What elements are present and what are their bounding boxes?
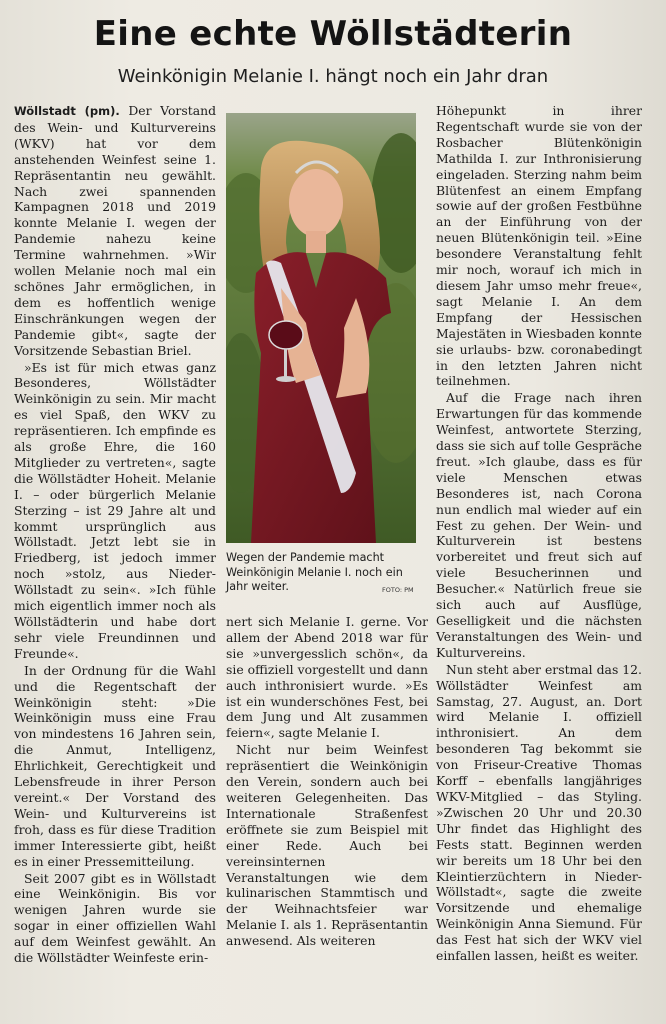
paragraph: Nun steht aber erstmal das 12. Wöllstädter Weinfest am Samstag, 27. August, an. Dort wird Melanie I. offiziell inthronisiert. An dem besonderen Tag bekommt sie von Friseur-Creative Thomas Korff – ebenfalls langjähriges WKV-Mitglied – das Styling. »Zwischen 20 Uhr und 20.30 Uhr findet das Highlight des Fests statt. Beginnen werden wir bereits um 18 Uhr bei den Kleintierzüchtern in Nieder-Wöllstadt«, sagte die zweite Vorsitzende und ehemalige Weinkönigin Anna Siemund. Für das Fest hat sich der WKV viel einfallen lassen, heißt es weiter.	[436, 661, 642, 964]
paragraph-text: Der Vorstand des Wein- und Kulturvereins (WKV) hat vor dem anstehenden Weinfest seine 1. Repräsentantin neu gewählt. Nach zwei spannenden Kampagnen 2018 und 2019 konnte Melanie I. wegen der Pandemie nahezu keine Termine wahrnehmen. »Wir wollen Melanie noch mal ein schönes Jahr ermöglichen, in dem es hoffentlich wenige Einschränkungen wegen der Pandemie gibt«, sagte der Vorsitzende Sebastian Briel.	[14, 103, 216, 358]
paragraph: nert sich Melanie I. gerne. Vor allem der Abend 2018 war für sie »unvergesslich schön«, da sie offiziell vorgestellt und dann auch inthronisiert wurde. »Es ist ein wunderschönes Fest, bei dem Jung und Alt zusammen feiern«, sagte Melanie I.	[226, 614, 428, 741]
dateline: Wöllstadt (pm).	[14, 104, 120, 118]
paragraph: Auf die Frage nach ihren Erwartungen für das kommende Weinfest, antwortete Sterzing, dass sie sich auf tolle Gespräche freut. »Ich glaube, dass es für viele Menschen etwas Besonderes ist, nach Corona nun endlich mal wieder auf ein Fest zu gehen. Der Wein- und Kulturverein ist bestens vorbereitet und freut sich auf viele Besucherinnen und Besucher.« Natürlich freue sie sich auch auf Ausflüge, Geselligkeit und die nächsten Veranstaltungen des Wein- und Kulturvereins.	[436, 390, 642, 660]
paragraph: »Es ist für mich etwas ganz Besonderes, Wöllstädter Weinkönigin zu sein. Mir macht es viel Spaß, den WKV zu repräsentieren. Ich empfinde es als große Ehre, die 160 Mitglieder zu vertreten«, sagte die Wöllstädter Hoheit. Melanie I. – oder bürgerlich Melanie Sterzing – ist 29 Jahre alt und kommt ursprünglich aus Wöllstadt. Jetzt lebt sie in Friedberg, ist jedoch immer noch »stolz, aus Nieder-Wöllstadt zu sein«. »Ich fühle mich eigentlich immer noch als Wöllstädterin und habe dort sehr viele Freundinnen und Freunde«.	[14, 359, 216, 661]
paragraph: In der Ordnung für die Wahl und die Regentschaft der Weinkönigin steht: »Die Weinkönigin muss eine Frau von mindestens 16 Jahren sein, die Anmut, Intelligenz, Ehrlichkeit, Gerechtigkeit und Lebensfreude in ihrer Person vereint.« Der Vorstand des Wein- und Kulturvereins ist froh, dass es für diese Tradition immer Interessierte gibt, heißt es in einer Pressemitteilung.	[14, 662, 216, 869]
article-column-2	[226, 614, 428, 974]
article-column-3	[436, 103, 642, 973]
photo-credit: FOTO: PM	[382, 586, 414, 594]
photo-caption: Wegen der Pandemie macht Weinkönigin Melanie I. noch ein Jahr weiter.	[226, 551, 403, 593]
paragraph	[14, 103, 216, 359]
paragraph: Nicht nur beim Weinfest repräsentiert die Weinkönigin den Verein, sondern auch bei weiteren Gelegenheiten. Das Internationale Straßenfest eröffnete sie zum Beispiel mit einer Rede. Auch bei vereinsinternen Veranstaltungen wie dem kulinarischen Stammtisch und der Weihnachtsfeier war Melanie I. als 1. Repräsentantin anwesend. Als weiteren	[226, 742, 428, 949]
article-subheadline: Weinkönigin Melanie I. hängt noch ein Jahr dran	[117, 66, 549, 87]
article-photo	[226, 113, 416, 543]
article-column-1	[14, 103, 216, 983]
wine-queen-photo	[226, 113, 416, 543]
article-headline: Eine echte Wöllstädterin	[93, 14, 573, 54]
paragraph: Höhepunkt in ihrer Regentschaft wurde sie von der Rosbacher Blütenkönigin Mathilda I. zur Inthronisierung eingeladen. Sterzing nahm beim Blütenfest an einem Empfang sowie auf der großen Festbühne an der Einführung von der neuen Blütenkönigin teil. »Eine besondere Veranstaltung fehlt mir noch, worauf ich mich in diesem Jahr umso mehr freue«, sagt Melanie I. An dem Empfang der Hessischen Majestäten in Wiesbaden konnte sie urlaubs- bzw. coronabedingt in den letzten Jahren nicht teilnehmen.	[436, 103, 642, 389]
paragraph: Seit 2007 gibt es in Wöllstadt eine Weinkönigin. Bis vor wenigen Jahren wurde sie sogar in einer offiziellen Wahl auf dem Weinfest gewählt. An die Wöllstädter Weinfeste erin-	[14, 870, 216, 966]
